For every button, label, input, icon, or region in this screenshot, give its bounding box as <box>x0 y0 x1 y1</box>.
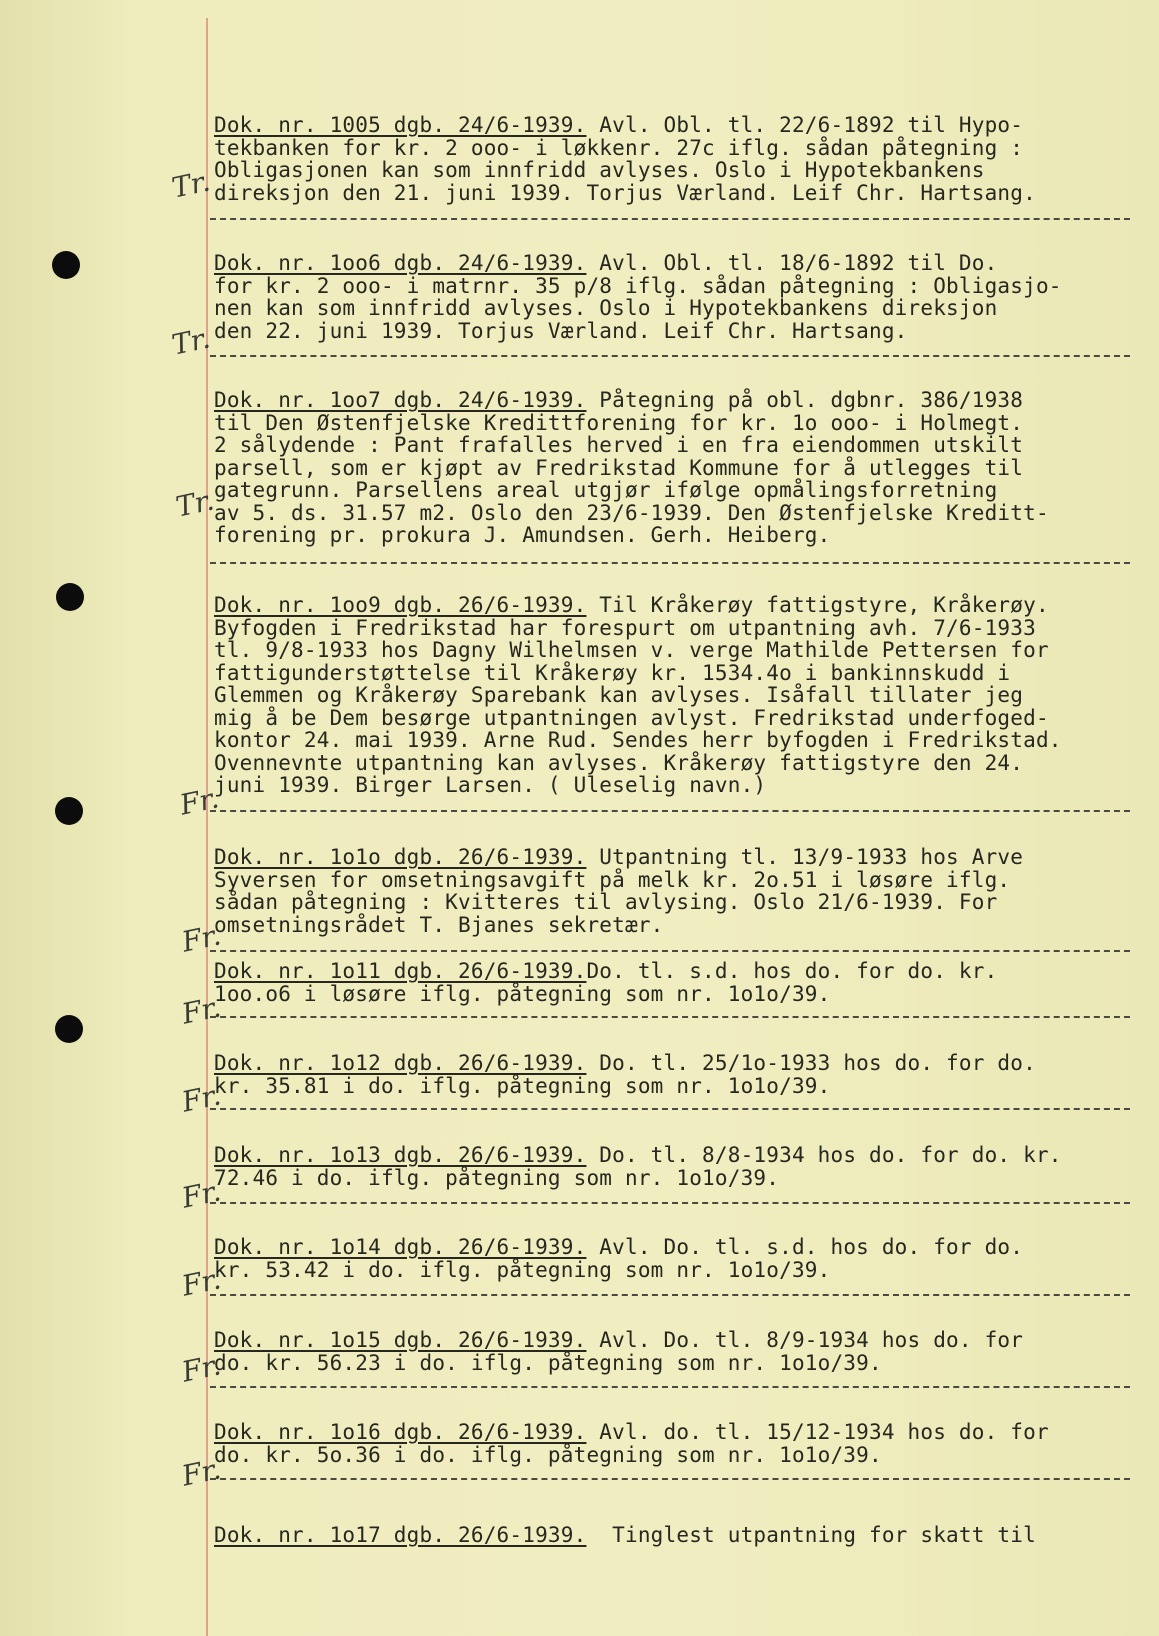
entry-text: kr. 53.42 i do. iflg. påtegning som nr. 1o1o/39. <box>214 1257 831 1282</box>
entry-text: 1oo.o6 i løsøre iflg. påtegning som nr. 1o1o/39. <box>214 981 831 1006</box>
entry-1010 <box>214 846 1134 936</box>
entry-text: Do. tl. s.d. hos do. for do. kr. <box>586 959 998 983</box>
entry-text: til Den Østenfjelske Kredittforening for kr. 1o ooo- i Holmegt. <box>214 410 1024 435</box>
entry-text: nen kan som innfridd avlyses. Oslo i Hypotekbankens direksjon <box>214 296 998 320</box>
entry-text: Utpantning tl. 13/9-1933 hos Arve <box>586 845 1024 869</box>
entry-text: Avl. Obl. tl. 22/6-1892 til Hypo- <box>586 113 1024 137</box>
entry-heading: Dok. nr. 1o11 dgb. 26/6-1939. <box>214 959 587 983</box>
separator-line <box>210 1108 1130 1110</box>
entry-text: juni 1939. Birger Larsen. ( Uleselig navn.) <box>214 773 767 797</box>
entry-text: gategrunn. Parsellens areal utgjør ifølge opmålingsforretning <box>214 478 998 502</box>
entry-heading: Dok. nr. 1o12 dgb. 26/6-1939. <box>214 1051 587 1075</box>
entry-text: Do. tl. 25/1o-1933 hos do. for do. <box>586 1051 1036 1075</box>
entry-heading: Dok. nr. 1oo7 dgb. 24/6-1939. <box>214 388 587 412</box>
entry-heading: Dok. nr. 1oo6 dgb. 24/6-1939. <box>214 251 587 275</box>
entry-first-line <box>214 114 1134 137</box>
entry-text: kr. 35.81 i do. iflg. påtegning som nr. 1o1o/39. <box>214 1073 831 1098</box>
entry-first-line <box>214 594 1134 617</box>
entry-text: do. kr. 5o.36 i do. iflg. påtegning som nr. 1o1o/39. <box>214 1442 882 1467</box>
separator-line <box>210 1386 1130 1388</box>
entry-text: kontor 24. mai 1939. Arne Rud. Sendes herr byfogden i Fredrikstad. <box>214 728 1062 752</box>
entry-first-line <box>214 252 1134 275</box>
separator-line <box>210 1294 1130 1296</box>
entry-heading: Dok. nr. 1o1o dgb. 26/6-1939. <box>214 845 587 869</box>
entry-text: fattigunderstøttelse til Kråkerøy kr. 1534.4o i bankinnskudd i <box>214 660 1011 685</box>
punch-hole <box>55 797 83 825</box>
entry-text: Do. tl. 8/8-1934 hos do. for do. kr. <box>586 1143 1062 1167</box>
entry-text: Til Kråkerøy fattigstyre, Kråkerøy. <box>586 593 1049 617</box>
margin-initials: Fr. <box>178 1348 224 1389</box>
entry-text: Byfogden i Fredrikstad har forespurt om utpantning avh. 7/6-1933 <box>214 615 1036 640</box>
separator-line <box>210 950 1130 952</box>
entry-1012 <box>214 1052 1134 1097</box>
entry-heading: Dok. nr. 1o16 dgb. 26/6-1939. <box>214 1420 587 1444</box>
entry-heading: Dok. nr. 1o14 dgb. 26/6-1939. <box>214 1235 587 1259</box>
entry-1007 <box>214 389 1134 547</box>
separator-line <box>210 1478 1130 1480</box>
entry-text: Glemmen og Kråkerøy Sparebank kan avlyses. Isåfall tillater jeg <box>214 683 1024 707</box>
entry-first-line <box>214 1052 1134 1075</box>
margin-initials: Fr. <box>178 1078 224 1119</box>
entry-text: Avl. do. tl. 15/12-1934 hos do. for <box>586 1420 1049 1444</box>
margin-initials: Fr. <box>178 918 224 959</box>
entry-first-line <box>214 389 1134 412</box>
entry-first-line <box>214 1329 1134 1352</box>
entry-first-line <box>214 960 1134 983</box>
entry-text: do. kr. 56.23 i do. iflg. påtegning som nr. 1o1o/39. <box>214 1350 882 1375</box>
separator-line <box>210 1016 1130 1018</box>
separator-line <box>210 355 1130 357</box>
entry-text: den 22. juni 1939. Torjus Værland. Leif Chr. Hartsang. <box>214 318 908 343</box>
entry-heading: Dok. nr. 1005 dgb. 24/6-1939. <box>214 113 587 137</box>
entry-text: tl. 9/8-1933 hos Dagny Wilhelmsen v. verge Mathilde Pettersen for <box>214 638 1049 662</box>
margin-initials: Fr. <box>178 1174 224 1215</box>
entry-text: Obligasjonen kan som innfridd avlyses. Oslo i Hypotekbankens <box>214 158 985 182</box>
margin-initials: Tr. <box>168 164 213 205</box>
margin-initials: Tr. <box>168 321 213 362</box>
punch-hole <box>52 251 80 279</box>
entry-text: forening pr. prokura J. Amundsen. Gerh. Heiberg. <box>214 523 831 547</box>
entry-text: 2 sålydende : Pant frafalles herved i en fra eiendommen utskilt <box>214 433 1024 457</box>
punch-hole <box>56 583 84 611</box>
entry-text: tekbanken for kr. 2 ooo- i løkkenr. 27c iflg. sådan påtegning : <box>214 135 1024 160</box>
entry-text: Tinglest utpantning for skatt til <box>586 1523 1036 1547</box>
entry-text: Avl. Obl. tl. 18/6-1892 til Do. <box>586 251 998 275</box>
entry-first-line <box>214 1144 1134 1167</box>
entry-text: Avl. Do. tl. s.d. hos do. for do. <box>586 1235 1024 1259</box>
entry-text: omsetningsrådet T. Bjanes sekretær. <box>214 912 664 937</box>
margin-initials: Tr. <box>172 483 217 524</box>
entry-text: for kr. 2 ooo- i matrnr. 35 p/8 iflg. sådan påtegning : Obligasjo- <box>214 273 1062 298</box>
entry-text: Påtegning på obl. dgbnr. 386/1938 <box>586 388 1024 412</box>
separator-line <box>210 1202 1130 1204</box>
entry-heading: Dok. nr. 1o15 dgb. 26/6-1939. <box>214 1328 587 1352</box>
entry-text: Avl. Do. tl. 8/9-1934 hos do. for <box>586 1328 1024 1352</box>
entry-heading: Dok. nr. 1oo9 dgb. 26/6-1939. <box>214 593 587 617</box>
separator-line <box>210 218 1130 220</box>
entry-text: direksjon den 21. juni 1939. Torjus Værland. Leif Chr. Hartsang. <box>214 180 1036 205</box>
entry-1014 <box>214 1236 1134 1281</box>
separator-line <box>210 562 1130 564</box>
entry-first-line <box>214 1236 1134 1259</box>
entry-1006 <box>214 252 1134 342</box>
entry-text: Syversen for omsetningsavgift på melk kr. 2o.51 i løsøre iflg. <box>214 867 1011 892</box>
entry-text: mig å be Dem besørge utpantningen avlyst. Fredrikstad underfoged- <box>214 705 1049 730</box>
entry-1015 <box>214 1329 1134 1374</box>
margin-initials: Fr. <box>178 1452 224 1493</box>
entry-1013 <box>214 1144 1134 1189</box>
entry-first-line <box>214 846 1134 869</box>
margin-initials: Fr. <box>178 1262 224 1303</box>
entry-heading: Dok. nr. 1o13 dgb. 26/6-1939. <box>214 1143 587 1167</box>
entry-1005 <box>214 114 1134 204</box>
entry-text: av 5. ds. 31.57 m2. Oslo den 23/6-1939. Den Østenfjelske Kreditt- <box>214 500 1049 525</box>
entry-1017 <box>214 1524 1134 1547</box>
entry-1011 <box>214 960 1134 1005</box>
margin-rule <box>206 18 208 1636</box>
entry-1016 <box>214 1421 1134 1466</box>
entry-first-line <box>214 1421 1134 1444</box>
margin-initials: Fr. <box>178 990 224 1031</box>
entry-heading: Dok. nr. 1o17 dgb. 26/6-1939. <box>214 1523 587 1547</box>
entry-text: sådan påtegning : Kvitteres til avlysing. Oslo 21/6-1939. For <box>214 890 998 914</box>
punch-hole <box>55 1015 83 1043</box>
margin-initials: Fr. <box>176 781 222 822</box>
entry-first-line <box>214 1524 1134 1547</box>
entry-text: parsell, som er kjøpt av Fredrikstad Kommune for å utlegges til <box>214 455 1024 480</box>
entry-text: Ovennevnte utpantning kan avlyses. Kråkerøy fattigstyre den 24. <box>214 750 1024 775</box>
separator-line <box>210 810 1130 812</box>
entry-1009 <box>214 594 1134 797</box>
entry-text: 72.46 i do. iflg. påtegning som nr. 1o1o/39. <box>214 1165 780 1190</box>
